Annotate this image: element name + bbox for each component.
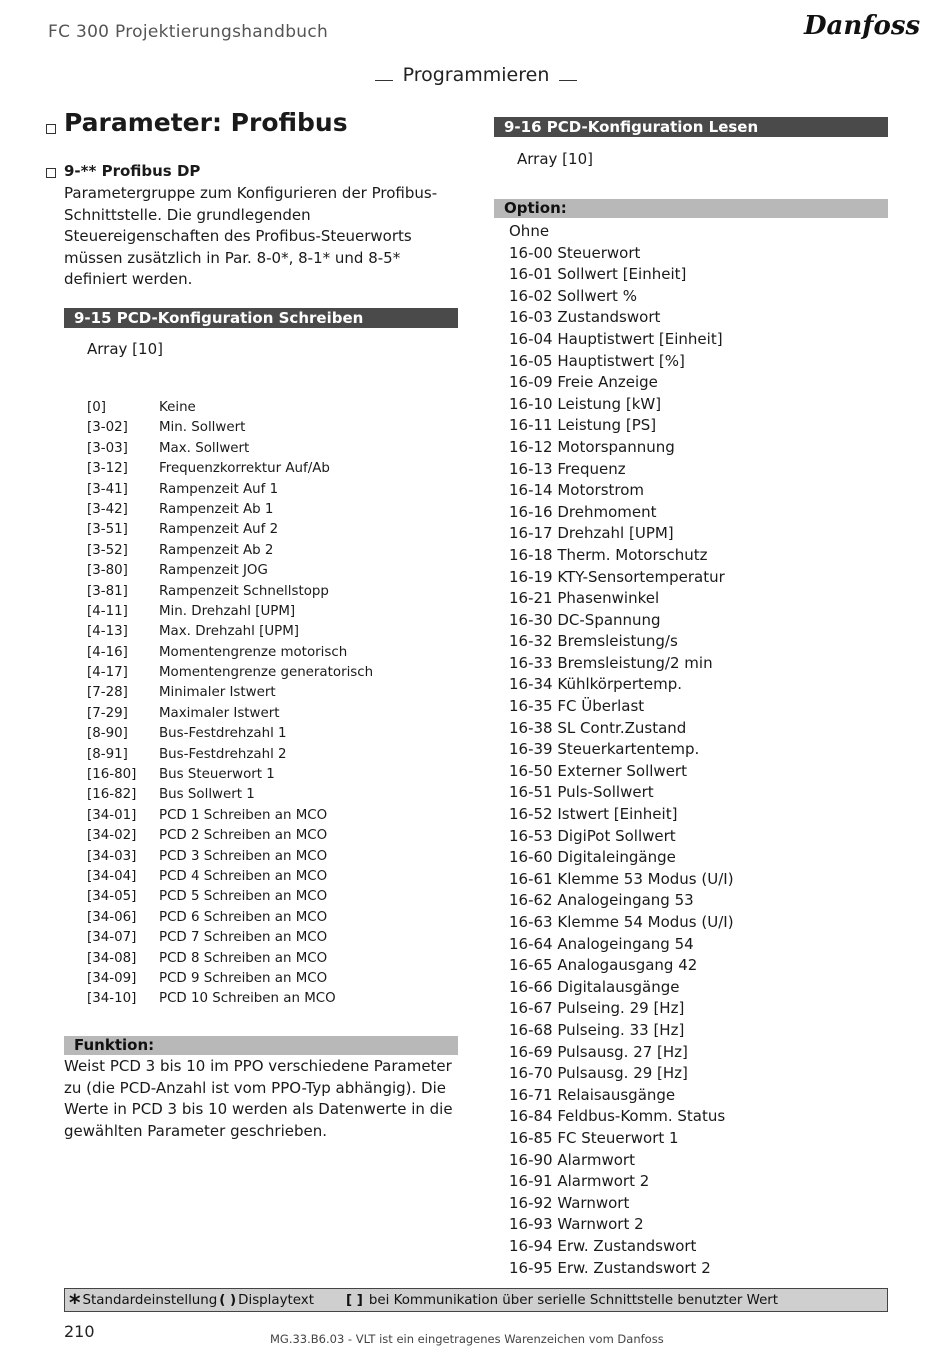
list-item: 16-63 Klemme 54 Modus (U/I) — [509, 913, 734, 931]
option-label: PCD 5 Schreiben an MCO — [159, 889, 328, 905]
list-item: 16-50 Externer Sollwert — [509, 761, 687, 780]
list-item: 16-13 Frequenz — [509, 459, 626, 478]
option-code: [3-81] — [87, 583, 128, 599]
list-item: 16-84 Feldbus-Komm. Status — [509, 1107, 726, 1126]
section-header — [366, 62, 586, 88]
list-item: 16-95 Erw. Zustandswort 2 — [509, 1258, 711, 1277]
option-code: [34-06] — [87, 909, 137, 925]
option-code: [3-52] — [87, 542, 128, 558]
square-bullet-icon — [46, 168, 56, 178]
option-code: [34-05] — [87, 889, 137, 905]
legend-default: Standardeinstellung — [82, 1292, 218, 1308]
list-item — [87, 785, 373, 805]
list-item — [87, 643, 373, 663]
function-text: Weist PCD 3 bis 10 im PPO verschiedene Parameter zu (die PCD-Anzahl ist vom PPO-Typ abhängig). Die Werte in PCD 3 bis 10 werden als Datenwerte in die gewählten Parameter geschrieben. — [64, 1057, 453, 1140]
param-9-15-array: Array [10] — [87, 340, 163, 358]
list-item: 16-11 Leistung [PS] — [509, 416, 657, 435]
option-code: [34-07] — [87, 930, 137, 946]
option-code: [3-42] — [87, 501, 128, 517]
list-item: 16-70 Pulsausg. 29 [Hz] — [509, 1064, 688, 1083]
option-label: Rampenzeit Ab 2 — [159, 542, 274, 558]
svg-text:Danfoss: Danfoss — [804, 11, 921, 41]
list-item: 16-39 Steuerkartentemp. — [509, 740, 700, 759]
option-code: [4-11] — [87, 603, 128, 619]
option-label: Rampenzeit Schnellstopp — [159, 583, 329, 599]
list-item: 16-69 Pulsausg. 27 [Hz] — [509, 1042, 688, 1061]
legend-comm: bei Kommunikation über serielle Schnittstelle benutzter Wert — [368, 1292, 779, 1308]
list-item: 16-52 Istwert [Einheit] — [509, 805, 678, 824]
option-label: Frequenzkorrektur Auf/Ab — [159, 461, 330, 477]
footer-note: MG.33.B6.03 - VLT ist ein eingetragenes Warenzeichen vom Danfoss — [270, 1332, 664, 1346]
option-label: Momentengrenze motorisch — [159, 644, 348, 660]
list-item — [87, 459, 373, 479]
list-item: 16-14 Motorstrom — [509, 481, 645, 500]
list-item — [87, 622, 373, 642]
list-item: 16-68 Pulseing. 33 [Hz] — [509, 1020, 685, 1039]
option-code: [34-02] — [87, 828, 137, 844]
list-item: 16-12 Motorspannung — [509, 437, 675, 456]
option-label: Keine — [159, 400, 196, 415]
list-item — [87, 969, 373, 989]
list-item — [87, 480, 373, 500]
option-label: Bus Steuerwort 1 — [159, 767, 275, 783]
param-9-16-array: Array [10] — [517, 150, 593, 168]
list-item — [87, 928, 373, 948]
list-item: 16-01 Sollwert [Einheit] — [509, 265, 687, 284]
list-item: 16-04 Hauptistwert [Einheit] — [509, 329, 723, 348]
list-item: 16-91 Alarmwort 2 — [509, 1172, 650, 1191]
option-label: Min. Sollwert — [159, 420, 246, 436]
list-item: 16-18 Therm. Motorschutz — [509, 545, 708, 564]
list-item — [87, 908, 373, 928]
list-item: 16-19 KTY-Sensortemperatur — [509, 567, 725, 586]
option-code: [3-12] — [87, 461, 128, 477]
list-item — [87, 847, 373, 867]
section-title: Programmieren — [402, 64, 550, 86]
function-header: Funktion: — [64, 1036, 458, 1055]
option-code: [34-10] — [87, 991, 137, 1007]
option-code: [16-80] — [87, 767, 137, 783]
option-code: [8-90] — [87, 726, 128, 742]
list-item: 16-71 Relaisausgänge — [509, 1085, 676, 1104]
list-item: 16-10 Leistung [kW] — [509, 394, 662, 413]
option-label: PCD 6 Schreiben an MCO — [159, 909, 328, 925]
list-item: 16-09 Freie Anzeige — [509, 373, 658, 392]
list-item — [87, 439, 373, 459]
option-code: [3-03] — [87, 440, 128, 456]
list-item: 16-51 Puls-Sollwert — [509, 783, 654, 802]
option-label: Max. Drehzahl [UPM] — [159, 624, 300, 640]
page-number: 210 — [64, 1322, 95, 1341]
list-item: 16-05 Hauptistwert [%] — [509, 351, 685, 370]
list-item: 16-90 Alarmwort — [509, 1150, 635, 1169]
list-item: 16-33 Bremsleistung/2 min — [509, 653, 713, 672]
option-code: [34-04] — [87, 868, 137, 884]
list-item: 16-94 Erw. Zustandswort — [509, 1236, 697, 1255]
list-item — [87, 704, 373, 724]
list-item: 16-35 FC Überlast — [509, 697, 645, 716]
list-item — [87, 745, 373, 765]
option-label: PCD 8 Schreiben an MCO — [159, 950, 328, 966]
list-item: 16-17 Drehzahl [UPM] — [509, 524, 674, 543]
list-item — [87, 989, 373, 1009]
option-code: [7-28] — [87, 685, 128, 701]
list-item — [87, 418, 373, 438]
param-9-15-option-list — [87, 398, 373, 1010]
option-code: [7-29] — [87, 705, 128, 721]
option-code: [3-80] — [87, 563, 128, 579]
list-item — [87, 683, 373, 703]
list-item: 16-00 Steuerwort — [509, 243, 641, 262]
list-item: 16-02 Sollwert % — [509, 286, 637, 305]
list-item — [87, 500, 373, 520]
option-label: Rampenzeit Auf 2 — [159, 522, 279, 538]
page-title: Parameter: Profibus — [64, 108, 348, 137]
list-item: 16-21 Phasenwinkel — [509, 589, 660, 608]
param-9-16-option-list — [509, 221, 734, 1279]
document-title: FC 300 Projektierungshandbuch — [48, 22, 329, 42]
option-code: [8-91] — [87, 746, 128, 762]
option-code: [3-02] — [87, 420, 128, 436]
option-label: Rampenzeit Ab 1 — [159, 501, 274, 517]
list-item: 16-64 Analogeingang 54 — [509, 934, 694, 953]
list-item — [87, 806, 373, 826]
option-code: [3-41] — [87, 481, 128, 497]
list-item — [87, 867, 373, 887]
legend-paren: ( ) — [219, 1292, 237, 1308]
list-item: 16-85 FC Steuerwort 1 — [509, 1128, 679, 1147]
option-label: PCD 9 Schreiben an MCO — [159, 970, 328, 986]
option-code: [34-08] — [87, 950, 137, 966]
option-label: Bus-Festdrehzahl 2 — [159, 746, 287, 762]
list-item: 16-66 Digitalausgänge — [509, 977, 680, 996]
option-code: [0] — [87, 400, 106, 415]
option-code: [34-01] — [87, 807, 137, 823]
list-item — [87, 541, 373, 561]
param-9-16-header: 9-16 PCD-Konfiguration Lesen — [494, 117, 888, 137]
list-item: 16-62 Analogeingang 53 — [509, 891, 694, 910]
option-label: Rampenzeit JOG — [159, 563, 268, 579]
list-item — [87, 582, 373, 602]
default-star-icon: * — [69, 1291, 81, 1316]
option-label: PCD 3 Schreiben an MCO — [159, 848, 328, 864]
list-item — [87, 765, 373, 785]
list-item — [87, 887, 373, 907]
list-item: 16-92 Warnwort — [509, 1193, 630, 1212]
list-item — [87, 602, 373, 622]
option-code: [16-82] — [87, 787, 137, 803]
left-dash — [375, 80, 393, 81]
param-9-15-header: 9-15 PCD-Konfiguration Schreiben — [64, 308, 458, 328]
option-code: [4-16] — [87, 644, 128, 660]
right-dash — [559, 80, 577, 81]
list-item — [87, 520, 373, 540]
legend-display: Displaytext — [238, 1292, 314, 1308]
list-item: 16-32 Bremsleistung/s — [509, 632, 678, 651]
list-item — [87, 724, 373, 744]
option-header: Option: — [494, 199, 888, 218]
option-label: Min. Drehzahl [UPM] — [159, 603, 296, 619]
option-label: PCD 7 Schreiben an MCO — [159, 930, 328, 946]
option-code: [4-17] — [87, 665, 128, 681]
group-intro: Parametergruppe zum Konfigurieren der Profibus-Schnittstelle. Die grundlegenden Steuereigenschaften des Profibus-Steuerworts müssen zusätzlich in Par. 8-0*, 8-1* und 8-5* definiert werden. — [64, 184, 438, 289]
option-label: PCD 4 Schreiben an MCO — [159, 868, 328, 884]
option-label: Minimaler Istwert — [159, 685, 276, 701]
list-item — [87, 949, 373, 969]
option-label: Momentengrenze generatorisch — [159, 665, 374, 681]
list-item: 16-34 Kühlkörpertemp. — [509, 675, 683, 694]
group-title: 9-** Profibus DP — [64, 162, 201, 180]
square-bullet-icon — [46, 124, 56, 134]
option-label: Bus Sollwert 1 — [159, 787, 255, 803]
list-item: 16-16 Drehmoment — [509, 502, 657, 521]
list-item: 16-60 Digitaleingänge — [509, 848, 676, 867]
option-code: [4-13] — [87, 624, 128, 640]
list-item: 16-53 DigiPot Sollwert — [509, 826, 676, 845]
option-label: PCD 2 Schreiben an MCO — [159, 828, 328, 844]
option-code: [3-51] — [87, 522, 128, 538]
option-label: PCD 10 Schreiben an MCO — [159, 991, 336, 1007]
option-label: PCD 1 Schreiben an MCO — [159, 807, 328, 823]
list-item: 16-65 Analogausgang 42 — [509, 956, 698, 975]
list-item: 16-30 DC-Spannung — [509, 610, 661, 629]
option-label: Max. Sollwert — [159, 440, 250, 456]
danfoss-logo — [800, 4, 921, 44]
option-label: Rampenzeit Auf 1 — [159, 481, 279, 497]
list-item — [87, 398, 373, 418]
option-label: Bus-Festdrehzahl 1 — [159, 726, 287, 742]
list-item: 16-67 Pulseing. 29 [Hz] — [509, 999, 685, 1018]
list-item: Ohne — [509, 222, 550, 240]
list-item: 16-61 Klemme 53 Modus (U/I) — [509, 869, 734, 888]
list-item: 16-93 Warnwort 2 — [509, 1215, 644, 1234]
list-item: 16-38 SL Contr.Zustand — [509, 718, 687, 737]
option-label: Maximaler Istwert — [159, 705, 280, 721]
list-item — [87, 826, 373, 846]
legend-bar — [64, 1288, 888, 1316]
list-item — [87, 561, 373, 581]
list-item — [87, 663, 373, 683]
option-code: [34-09] — [87, 970, 137, 986]
option-code: [34-03] — [87, 848, 137, 864]
list-item: 16-03 Zustandswort — [509, 308, 661, 327]
legend-bracket: [ ] — [345, 1292, 363, 1308]
